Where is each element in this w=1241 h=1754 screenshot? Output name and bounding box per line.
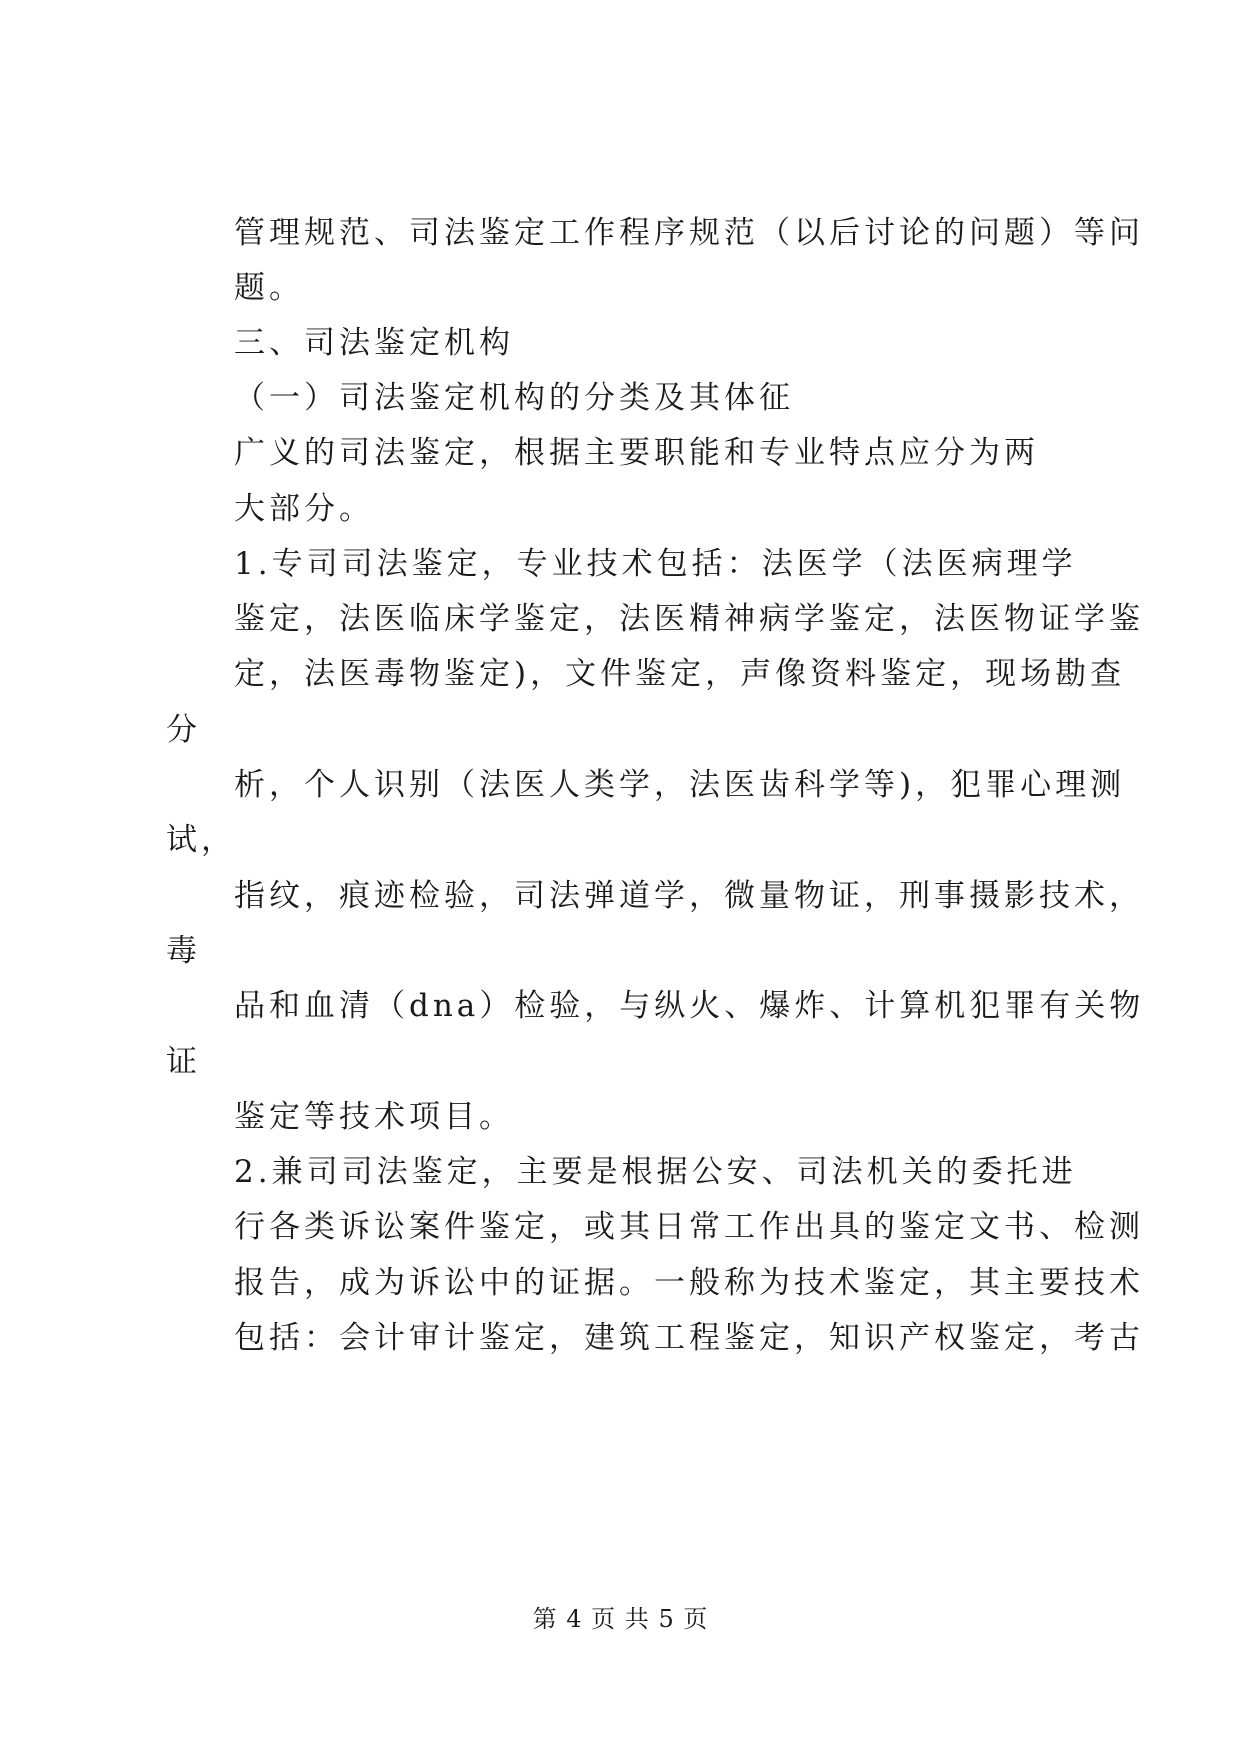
- list-item-line: 品和血清（dna）检验，与纵火、爆炸、计算机犯罪有关物: [234, 988, 1145, 1024]
- list-item-line: 鉴定等技术项目。: [234, 1099, 514, 1135]
- section-heading: 三、司法鉴定机构: [234, 325, 514, 361]
- paragraph-line: 广义的司法鉴定，根据主要职能和专业特点应分为两: [234, 435, 1039, 471]
- list-item-line: 鉴定，法医临床学鉴定，法医精神病学鉴定，法医物证学鉴: [234, 601, 1144, 637]
- list-item-line: 1.专司司法鉴定，专业技术包括：法医学（法医病理学: [234, 546, 1077, 582]
- list-item-line: 分: [166, 712, 201, 748]
- list-item-line: 析，个人识别（法医人类学，法医齿科学等)，犯罪心理测: [234, 767, 1126, 803]
- list-item-line: 毒: [166, 933, 201, 969]
- list-item-line: 指纹，痕迹检验，司法弹道学，微量物证，刑事摄影技术，: [234, 878, 1144, 914]
- list-item-line: 2.兼司司法鉴定，主要是根据公安、司法机关的委托进: [234, 1154, 1077, 1190]
- list-item-line: 行各类诉讼案件鉴定，或其日常工作出具的鉴定文书、检测: [234, 1209, 1144, 1245]
- list-item-line: 包括：会计审计鉴定，建筑工程鉴定，知识产权鉴定，考古: [234, 1320, 1144, 1356]
- list-item-line: 试，: [166, 822, 236, 858]
- list-item-line: 定，法医毒物鉴定)，文件鉴定，声像资料鉴定，现场勘查: [234, 656, 1126, 692]
- paragraph-line: 管理规范、司法鉴定工作程序规范（以后讨论的问题）等问: [234, 215, 1144, 251]
- subsection-heading: （一）司法鉴定机构的分类及其体征: [234, 380, 794, 416]
- paragraph-line: 题。: [234, 270, 304, 306]
- list-item-line: 证: [166, 1044, 201, 1080]
- list-item-line: 报告，成为诉讼中的证据。一般称为技术鉴定，其主要技术: [234, 1265, 1144, 1301]
- paragraph-line: 大部分。: [234, 491, 374, 527]
- page-number-footer: 第 4 页 共 5 页: [532, 1605, 709, 1633]
